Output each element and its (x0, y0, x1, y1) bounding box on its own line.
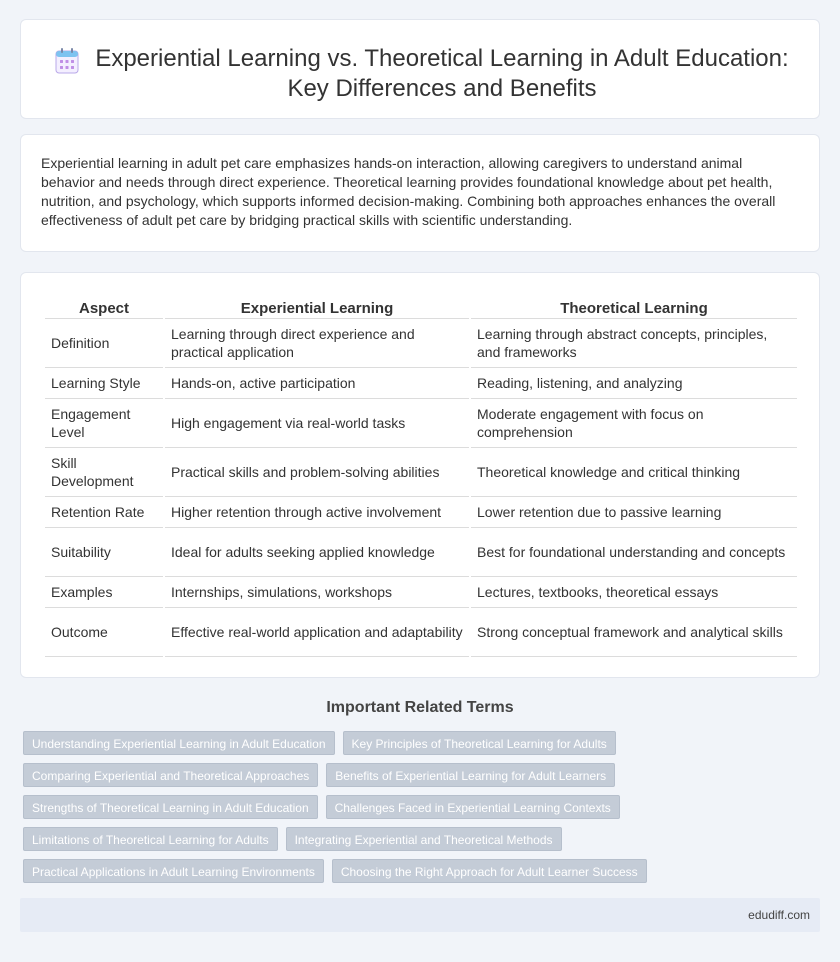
table-cell: Strong conceptual framework and analytical skills (471, 608, 797, 657)
tag-row (23, 763, 823, 787)
table-cell: Outcome (45, 608, 163, 657)
page-title: Experiential Learning vs. Theoretical Learning in Adult Education: Key Differences and Benefits (95, 45, 789, 102)
table-cell: Effective real-world application and adaptability (165, 608, 469, 657)
table-row (45, 528, 797, 577)
tag-row (23, 827, 823, 851)
header-aspect: Aspect (45, 297, 163, 319)
table-cell: High engagement via real-world tasks (165, 399, 469, 448)
table-cell: Skill Development (45, 448, 163, 497)
table-row (45, 577, 797, 608)
related-term-tag[interactable]: Integrating Experiential and Theoretical Methods (286, 827, 562, 851)
table-cell: Lower retention due to passive learning (471, 497, 797, 528)
tag-row (23, 859, 823, 883)
table-cell: Ideal for adults seeking applied knowledge (165, 528, 469, 577)
related-term-tag[interactable]: Choosing the Right Approach for Adult Learner Success (332, 859, 647, 883)
header-experiential: Experiential Learning (165, 297, 469, 319)
related-term-tag[interactable]: Challenges Faced in Experiential Learning Contexts (326, 795, 620, 819)
table-row (45, 368, 797, 399)
table-cell: Definition (45, 319, 163, 368)
related-terms-heading: Important Related Terms (326, 699, 514, 716)
table-cell: Learning through direct experience and practical application (165, 319, 469, 368)
related-term-tag[interactable]: Comparing Experiential and Theoretical Approaches (23, 763, 318, 787)
table-cell: Theoretical knowledge and critical thinking (471, 448, 797, 497)
table-cell: Higher retention through active involvement (165, 497, 469, 528)
footer-site-link[interactable]: edudiff.com (748, 908, 810, 922)
title-card (20, 19, 820, 119)
table-row (45, 497, 797, 528)
tag-row (23, 731, 823, 755)
table-cell: Practical skills and problem-solving abilities (165, 448, 469, 497)
table-cell: Engagement Level (45, 399, 163, 448)
table-row (45, 608, 797, 657)
table-cell: Retention Rate (45, 497, 163, 528)
table-header-row (45, 297, 797, 319)
related-term-tag[interactable]: Benefits of Experiential Learning for Adult Learners (326, 763, 615, 787)
related-terms-list (23, 731, 823, 891)
related-term-tag[interactable]: Understanding Experiential Learning in Adult Education (23, 731, 335, 755)
table-cell: Lectures, textbooks, theoretical essays (471, 577, 797, 608)
table-row (45, 448, 797, 497)
footer (20, 898, 820, 932)
table-cell: Best for foundational understanding and concepts (471, 528, 797, 577)
related-term-tag[interactable]: Practical Applications in Adult Learning Environments (23, 859, 324, 883)
table-cell: Learning Style (45, 368, 163, 399)
intro-card (20, 134, 820, 252)
table-cell: Suitability (45, 528, 163, 577)
comparison-table (43, 297, 799, 657)
header-theoretical: Theoretical Learning (471, 297, 797, 319)
table-row (45, 399, 797, 448)
table-cell: Hands-on, active participation (165, 368, 469, 399)
related-term-tag[interactable]: Strengths of Theoretical Learning in Adult Education (23, 795, 318, 819)
related-term-tag[interactable]: Key Principles of Theoretical Learning for Adults (343, 731, 616, 755)
table-cell: Learning through abstract concepts, principles, and frameworks (471, 319, 797, 368)
table-cell: Reading, listening, and analyzing (471, 368, 797, 399)
intro-paragraph: Experiential learning in adult pet care emphasizes hands-on interaction, allowing caregivers to understand animal behavior and needs through direct experience. Theoretical learning provides foundational knowledge about pet health, nutrition, and psychology, which supports informed decision-making. Combining both approaches enhances the overall effectiveness of adult pet care by bridging practical skills with scientific understanding. (41, 155, 776, 228)
table-cell: Moderate engagement with focus on comprehension (471, 399, 797, 448)
tag-row (23, 795, 823, 819)
related-term-tag[interactable]: Limitations of Theoretical Learning for Adults (23, 827, 278, 851)
table-cell: Examples (45, 577, 163, 608)
comparison-card (20, 272, 820, 678)
table-row (45, 319, 797, 368)
table-cell: Internships, simulations, workshops (165, 577, 469, 608)
